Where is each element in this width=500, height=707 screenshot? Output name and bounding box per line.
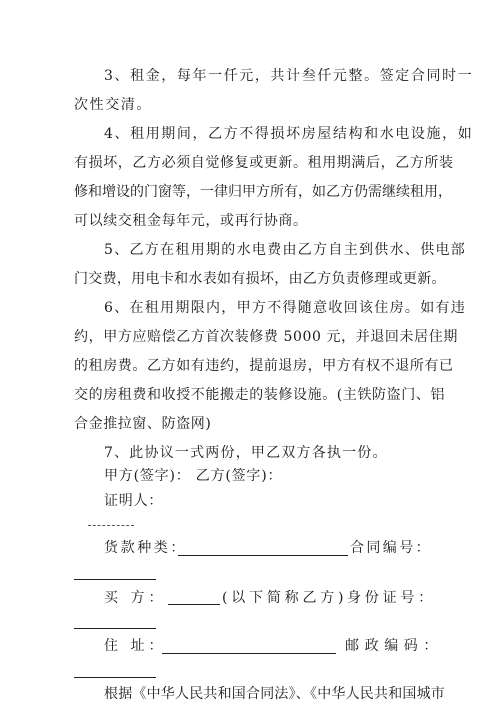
- buyer-label: 买 方：: [104, 590, 167, 606]
- para-4-line-1: 4、租用期间，乙方不得损坏房屋结构和水电设施，如: [104, 126, 474, 142]
- witness-label: 证明人：: [104, 493, 164, 509]
- buyer-field[interactable]: [168, 604, 220, 605]
- id-no-field[interactable]: [74, 628, 156, 629]
- para-3-line-1: 3、租金，每年一仟元，共计叁仟元整。签定合同时一: [104, 68, 474, 84]
- contract-no-field[interactable]: [74, 579, 156, 580]
- id-no-label: 身份证号：: [347, 590, 436, 606]
- para-4-line-3: 修和增设的门窗等，一律归甲方所有，如乙方仍需继续租用，: [74, 184, 452, 200]
- buyer-note: (以下简称乙方): [222, 590, 348, 606]
- loan-type-label: 货款种类：: [104, 540, 187, 556]
- contract-no-label: 合同编号：: [350, 540, 432, 556]
- para-6-line-3: 的租房费。乙方如有违约，提前退房，甲方有权不退所有已: [74, 358, 454, 374]
- address-label: 住 址：: [104, 638, 167, 654]
- address-field[interactable]: [162, 653, 336, 654]
- para-6-line-2: 约，甲方应赔偿乙方首次装修费 5000 元，并退回未居住期: [74, 329, 458, 345]
- postcode-field[interactable]: [74, 677, 156, 678]
- signature-line: 甲方(签字)： 乙方(签字)：: [104, 468, 283, 484]
- loan-type-field[interactable]: [178, 555, 348, 556]
- para-6-line-5: 合金推拉窗、防盗网): [74, 416, 212, 432]
- para-4-line-2: 有损坏，乙方必须自觉修复或更新。租用期满后，乙方所装: [74, 155, 454, 171]
- postcode-label: 邮政编码：: [345, 638, 443, 654]
- witness-dash-line: [88, 525, 134, 526]
- para-5-line-2: 门交费，用电卡和水表如有损坏，由乙方负责修理或更新。: [74, 271, 446, 287]
- para-7-line-1: 7、此协议一式两份，甲乙双方各执一份。: [104, 445, 388, 461]
- para-4-line-4: 可以续交租金每年元，或再行协商。: [74, 213, 308, 229]
- para-6-line-4: 交的房租费和收授不能搬走的装修设施。(主铁防盗门、铝: [74, 387, 446, 403]
- para-5-line-1: 5、乙方在租用期的水电费由乙方自主到供水、供电部: [104, 242, 467, 258]
- para-3-line-2: 次性交清。: [74, 97, 152, 113]
- closing-text: 根据《中华人民共和国合同法》、《中华人民共和国城市: [104, 686, 445, 702]
- para-6-line-1: 6、在租用期限内，甲方不得随意收回该住房。如有违: [104, 300, 467, 316]
